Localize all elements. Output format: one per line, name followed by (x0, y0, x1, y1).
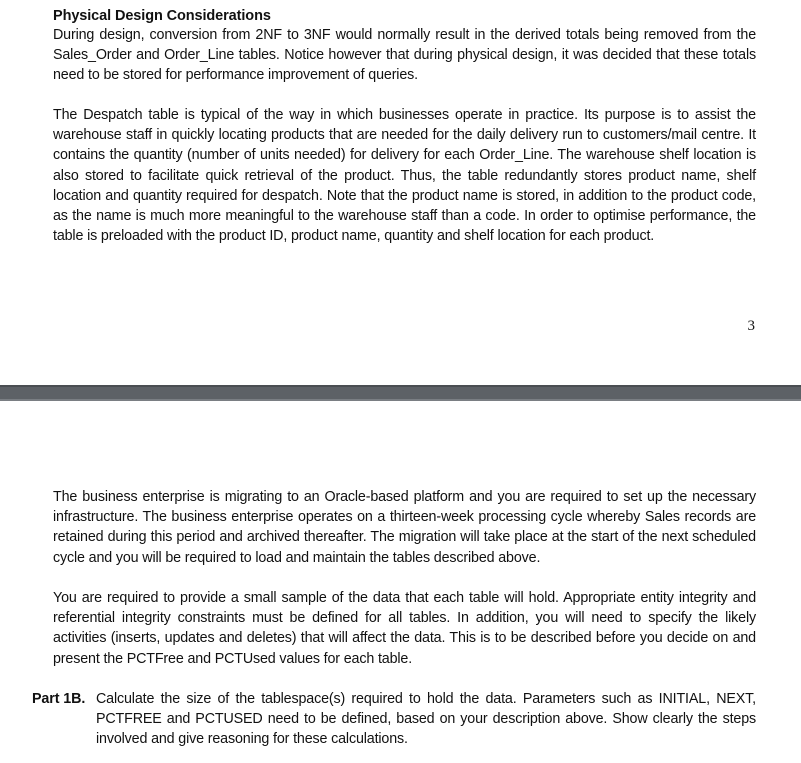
part-1b-text: Calculate the size of the tablespace(s) required to hold the data. Parameters such as INITIAL, NEXT, PCTFREE and PCTUSED need to be defined, based on your description above. Show clearly the steps involved and give reasoning for these calculations. (96, 691, 756, 748)
page-number: 3 (747, 318, 755, 334)
part-label: Part 1B. (32, 691, 86, 707)
paragraph-sample-data: You are required to provide a small sample of the data that each table will hold. Appropriate entity integrity and referential integrity constraints must be defined for all tables. In addition, you will need to specify the likely activities (inserts, updates and deletes) that will affect the data. This is to be described before you decide on and present the PCTFree and PCTUsed values for each table. (53, 590, 756, 667)
page-separator (0, 385, 801, 401)
paragraph-migration: The business enterprise is migrating to an Oracle-based platform and you are required to set up the necessary infrastructure. The business enterprise operates on a thirteen-week processing cycle whereby Sales records are retained during this period and archived thereafter. The migration will take place at the start of the next scheduled cycle and you will be required to load and maintain the tables described above. (53, 489, 756, 566)
paragraph-despatch-table: The Despatch table is typical of the way in which businesses operate in practice. Its purpose is to assist the warehouse staff in quickly locating products that are needed for the daily delivery run to customers/mail centre. It contains the quantity (number of units needed) for delivery for each Order_Line. The warehouse shelf location is also stored to facilitate quick retrieval of the product. Thus, the table redundantly stores product name, shelf location and quantity required for despatch. Note that the product name is stored, in addition to the product code, as the name is much more meaningful to the warehouse staff than a code. In order to optimise performance, the table is preloaded with the product ID, product name, quantity and shelf location for each product. (53, 107, 756, 245)
paragraph-physical-design: During design, conversion from 2NF to 3NF would normally result in the derived totals being removed from the Sales_Order and Order_Line tables. Notice however that during physical design, it was decided that these totals need to be stored for performance improvement of queries. (53, 27, 756, 84)
section-heading: Physical Design Considerations (53, 8, 271, 24)
